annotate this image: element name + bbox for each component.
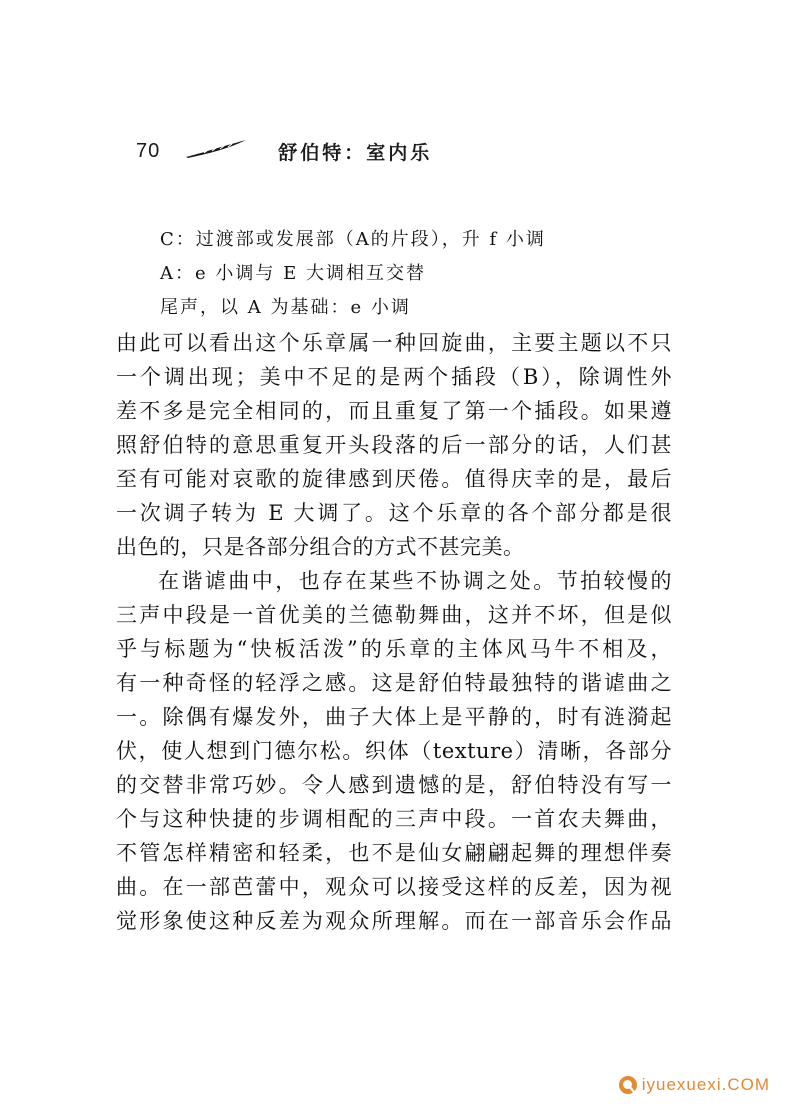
text-line: 伏，使人想到门德尔松。织体（texture）清晰，各部分 — [116, 739, 672, 763]
site-watermark — [617, 1074, 770, 1096]
text-line: 不管怎样精密和轻柔，也不是仙女翩翩起舞的理想伴奏 — [116, 841, 672, 865]
text-line: 出色的，只是各部分组合的方式不甚完美。 — [116, 535, 525, 559]
text-line: 有一种奇怪的轻浮之感。这是舒伯特最独特的谐谑曲之 — [116, 671, 672, 695]
page-number: 70 — [136, 139, 161, 162]
outline-line: A：e 小调与 E 大调相互交替 — [160, 263, 426, 284]
text-line: 个与这种快捷的步调相配的三声中段。一首农夫舞曲， — [116, 807, 672, 831]
text-line: 由此可以看出这个乐章属一种回旋曲，主要主题以不只 — [116, 331, 672, 355]
quill-icon — [184, 138, 248, 160]
text-line: 三声中段是一首优美的兰德勒舞曲，这并不坏，但是似 — [116, 603, 672, 627]
outline-line: C：过渡部或发展部（A的片段），升 f 小调 — [160, 229, 546, 250]
paragraph-rondo — [116, 326, 672, 564]
body-text — [116, 326, 672, 938]
text-line: 照舒伯特的意思重复开头段落的后一部分的话，人们甚 — [116, 433, 672, 457]
paragraph-scherzo — [116, 564, 672, 938]
q-logo-icon — [617, 1074, 639, 1096]
text-line: 曲。在一部芭蕾中，观众可以接受这样的反差，因为视 — [116, 875, 672, 899]
book-title: 舒伯特：室内乐 — [278, 141, 433, 164]
text-line: 觉形象使这种反差为观众所理解。而在一部音乐会作品 — [116, 909, 672, 933]
movement-outline — [160, 223, 680, 325]
text-line: 一。除偶有爆发外，曲子大体上是平静的，时有涟漪起 — [116, 705, 672, 729]
watermark-text: iyuexuexi.COM — [641, 1075, 770, 1094]
text-line: 一次调子转为 E 大调了。这个乐章的各个部分都是很 — [116, 501, 672, 525]
text-line: 的交替非常巧妙。令人感到遗憾的是，舒伯特没有写一 — [116, 773, 672, 797]
running-header — [136, 134, 432, 168]
outline-line: 尾声，以 A 为基础：e 小调 — [160, 297, 411, 318]
text-line: 差不多是完全相同的，而且重复了第一个插段。如果遵 — [116, 399, 672, 423]
text-line: 在谐谑曲中，也存在某些不协调之处。节拍较慢的 — [158, 569, 672, 593]
text-line: 一个调出现；美中不足的是两个插段（B），除调性外 — [116, 365, 672, 389]
text-line: 至有可能对哀歌的旋律感到厌倦。值得庆幸的是，最后 — [116, 467, 672, 491]
text-line: 乎与标题为“快板活泼”的乐章的主体风马牛不相及， — [116, 637, 672, 661]
